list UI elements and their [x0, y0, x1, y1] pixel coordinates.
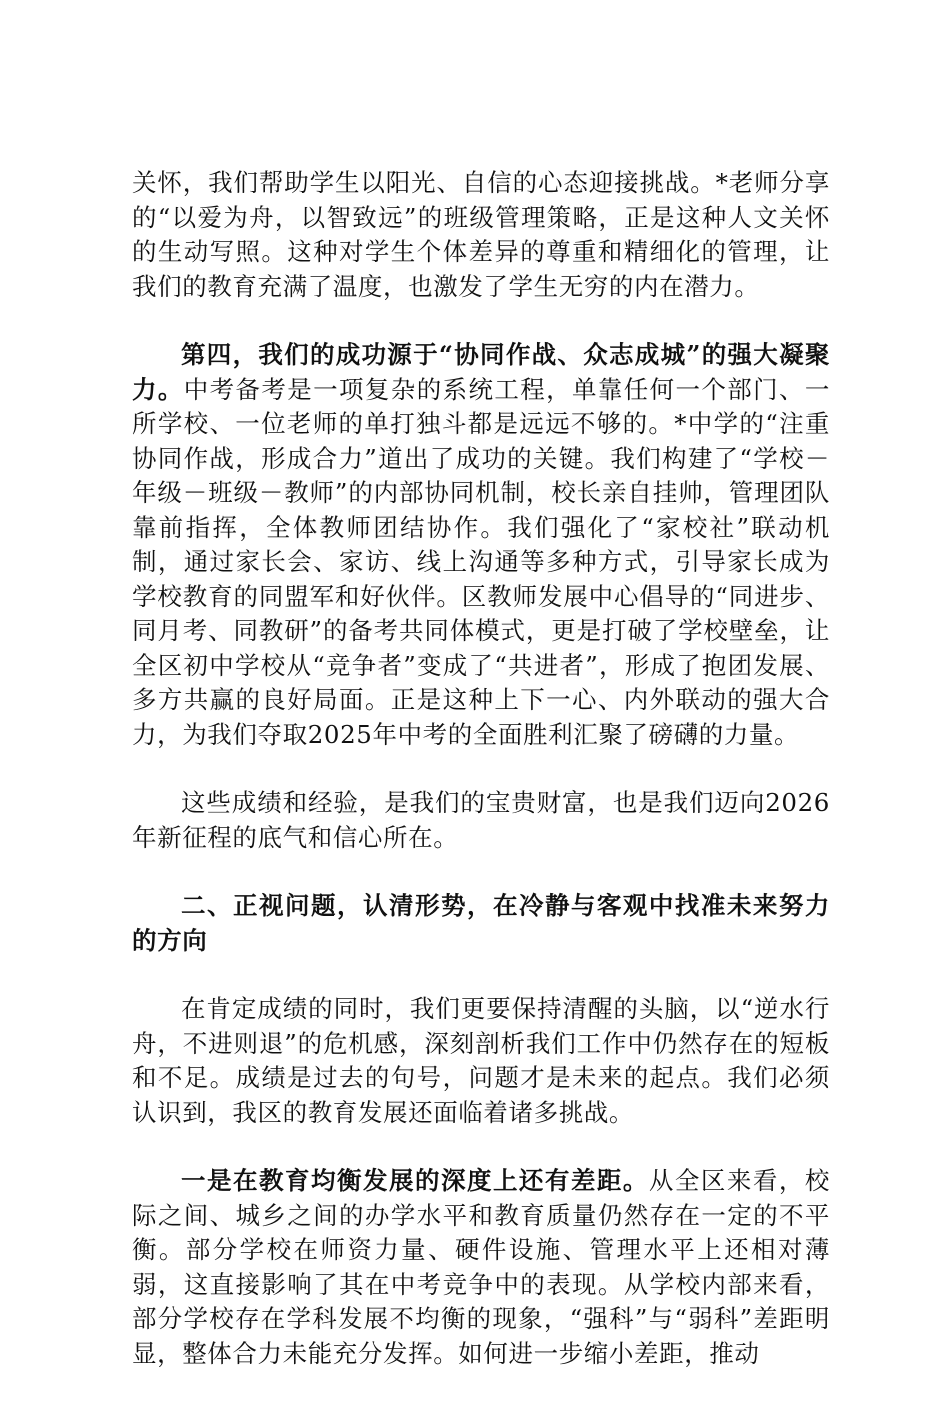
- document-page: [132, 166, 830, 1405]
- paragraph-summary: [132, 786, 830, 855]
- section-heading: [132, 889, 830, 958]
- section-heading-text: 二、正视问题，认清形势，在冷静与客观中找准未来努力的方向: [132, 891, 830, 955]
- paragraph-lead-bold: 第四，我们的成功源于“协同作战、众志成城”的强大凝聚力。: [132, 340, 830, 404]
- paragraph-intro-problems: [132, 992, 830, 1130]
- paragraph-text: 在肯定成绩的同时，我们更要保持清醒的头脑，以“逆水行舟，不进则退”的危机感，深刻剖析我们工作中仍然存在的短板和不足。成绩是过去的句号，问题才是未来的起点。我们必须认识到，我区的教育发展还面临着诸多挑战。: [132, 994, 830, 1127]
- paragraph-fourth-point: [132, 338, 830, 752]
- paragraph-first-problem: [132, 1164, 830, 1371]
- paragraph-text: 从全区来看，校际之间、城乡之间的办学水平和教育质量仍然存在一定的不平衡。部分学校在师资力量、硬件设施、管理水平上还相对薄弱，这直接影响了其在中考竞争中的表现。从学校内部来看，部分学校存在学科发展不均衡的现象，“强科”与“弱科”差距明显，整体合力未能充分发挥。如何进一步缩小差距，推动: [132, 1166, 830, 1368]
- paragraph-lead-bold: 一是在教育均衡发展的深度上还有差距。: [181, 1166, 649, 1195]
- paragraph-continuation: [132, 166, 830, 304]
- paragraph-text: 这些成绩和经验，是我们的宝贵财富，也是我们迈向2026年新征程的底气和信心所在。: [132, 788, 830, 852]
- paragraph-text: 中考备考是一项复杂的系统工程，单靠任何一个部门、一所学校、一位老师的单打独斗都是远远不够的。*中学的“注重协同作战，形成合力”道出了成功的关键。我们构建了“学校－年级－班级－教师”的内部协同机制，校长亲自挂帅，管理团队靠前指挥，全体教师团结协作。我们强化了“家校社”联动机制，通过家长会、家访、线上沟通等多种方式，引导家长成为学校教育的同盟军和好伙伴。区教师发展中心倡导的“同进步、同月考、同教研”的备考共同体模式，更是打破了学校壁垒，让全区初中学校从“竞争者”变成了“共进者”，形成了抱团发展、多方共赢的良好局面。正是这种上下一心、内外联动的强大合力，为我们夺取2025年中考的全面胜利汇聚了磅礴的力量。: [132, 374, 830, 749]
- paragraph-text: 关怀，我们帮助学生以阳光、自信的心态迎接挑战。*老师分享的“以爱为舟，以智致远”的班级管理策略，正是这种人文关怀的生动写照。这种对学生个体差异的尊重和精细化的管理，让我们的教育充满了温度，也激发了学生无穷的内在潜力。: [132, 168, 830, 301]
